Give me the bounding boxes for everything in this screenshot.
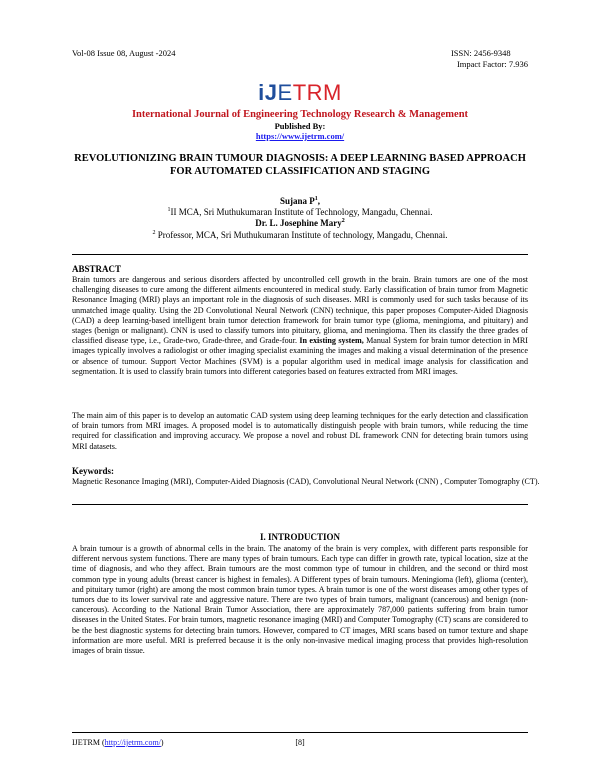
author-1-name: Sujana P: [279, 196, 315, 206]
logo-j: J: [264, 80, 278, 105]
keywords-heading: Keywords:: [72, 466, 114, 476]
footer-link[interactable]: http://ijetrm.com/: [104, 738, 161, 747]
publisher-link[interactable]: https://www.ijetrm.com/: [255, 131, 345, 141]
abstract-paragraph-2: The main aim of this paper is to develop an automatic CAD system using deep learning techniques for the early detection and classification of brain tumors from MRI images. A proposed model is to automatically distinguish people with brain tumors, while reducing the time required for classification and improving accuracy. We propose a novel and robust DL framework CNN for detecting brain tumors using MRI datasets.: [72, 411, 528, 451]
divider: [72, 504, 528, 505]
journal-name: International Journal of Engineering Technology Research & Management: [131, 109, 469, 120]
issn-block: [451, 48, 528, 70]
affiliation-2: $^2$ Professor, MCA, Sri Muthukumaran Institute of technology, Mangadu, Chennai.: [152, 230, 448, 240]
footer-journal: IJETRM (http://ijetrm.com/): [72, 738, 164, 747]
journal-logo: [0, 80, 600, 106]
issn: ISSN: 2456-9348: [450, 48, 511, 58]
abstract-heading: ABSTRACT: [72, 264, 122, 274]
existing-system-label: In existing system,: [299, 336, 364, 346]
author-2-name: Dr. L. Josephine Mary: [255, 218, 342, 228]
logo-trm: TRM: [292, 80, 342, 105]
author-2: [0, 218, 600, 229]
published-by: Published By:: [274, 121, 326, 131]
author-1-sup: 1: [314, 196, 318, 202]
abstract-paragraph-1: Brain tumors are dangerous and serious disorders affected by uncontrolled cell growth in the brain. Brain tumors are one of the most challenging diseases to cure among the different ailments encountered in medical study. Early classification of brain tumor from Magnetic Resonance Imaging (MRI) plays an important role in the diagnosis of such diseases. MRI is commonly used for such tasks because of its unmatched image quality. Using the 2D Convolutional Neural Network (CNN) technique, this paper proposes Computer-Aided Diagnosis (CAD) a deep learning-based intelligent brain tumor detection framework for brain tumor type (glioma, meningioma, and pituitary) and stages (benign or malignant). CNN is used to classify tumors into pituitary, glioma, and meningioma. Then its classify the three grades of classified disease type, i.e., Grade-two, Grade-three, and Grade-four. In existing system, Manual System for brain tumor detection in MRI images typically involves a radiologist or other imaging specialist examining the images and making a visual determination of the presence or absence of tumour. Support Vector Machines (SVM) is a popular algorithm used in medical image analysis for classification and segmentation. It is used to classify brain tumors into different categories based on features extracted from MRI images.: [72, 275, 528, 376]
issue-info: Vol-08 Issue 08, August -2024: [72, 48, 176, 58]
section-heading: I. INTRODUCTION: [259, 532, 340, 542]
footer-divider: [72, 732, 528, 733]
introduction-paragraph: A brain tumour is a growth of abnormal cells in the brain. The anatomy of the brain is very complex, with different parts responsible for different nervous system functions. There are many types of brain tumours. Each type can differ in growth rate, typical location, size at the time of diagnosis, and who they affect. Brain tumours are the most common type of tumour in children, and the second or third most common type in young adults (breast cancer is highest in females). A Different types of brain tumours. Meningioma (left), glioma (center), and pituitary tumor (right) are among the most common brain tumor types. A brain tumor is one of the worst diseases among other types of tumors due to its lower survival rate and aggressive nature. There are two types of brain tumors, malignant (cancerous) and benign (non-cancerous). According to the National Brain Tumor Association, there are approximately 787,000 patients suffering from brain tumor diseases in the United States. For brain tumors, magnetic resonance imaging (MRI) and Computer Tomography (CT) scans are considered to be the best diagnostic systems for detecting brain tumors. However, compared to CT images, MRI scans based on tumor texture and shape information are more useful. MRI is preferred because it is the only non-invasive medical imaging process that provides high-resolution images of brain tissue.: [72, 544, 528, 656]
author-2-sup: 2: [341, 218, 345, 224]
affiliation-1: $^1$II MCA, Sri Muthukumaran Institute of Technology, Mangadu, Chennai.: [167, 207, 433, 217]
author-1: Sujana $P^1$,: [279, 196, 320, 206]
keywords-text: Magnetic Resonance Imaging (MRI), Computer-Aided Diagnosis (CAD), Convolutional Neural Network (CNN) , Computer Tomography (CT).: [72, 477, 540, 486]
paper-title: REVOLUTIONIZING BRAIN TUMOUR DIAGNOSIS: A DEEP LEARNING BASED APPROACH FOR AUTOMATED CLASSIFICATION AND STAGING: [74, 153, 526, 177]
impact-factor: Impact Factor: 7.936: [456, 59, 528, 69]
logo-e: E: [277, 80, 293, 105]
logo-i: i: [258, 80, 265, 105]
page-number: [8]: [295, 738, 305, 747]
divider: [72, 254, 528, 255]
